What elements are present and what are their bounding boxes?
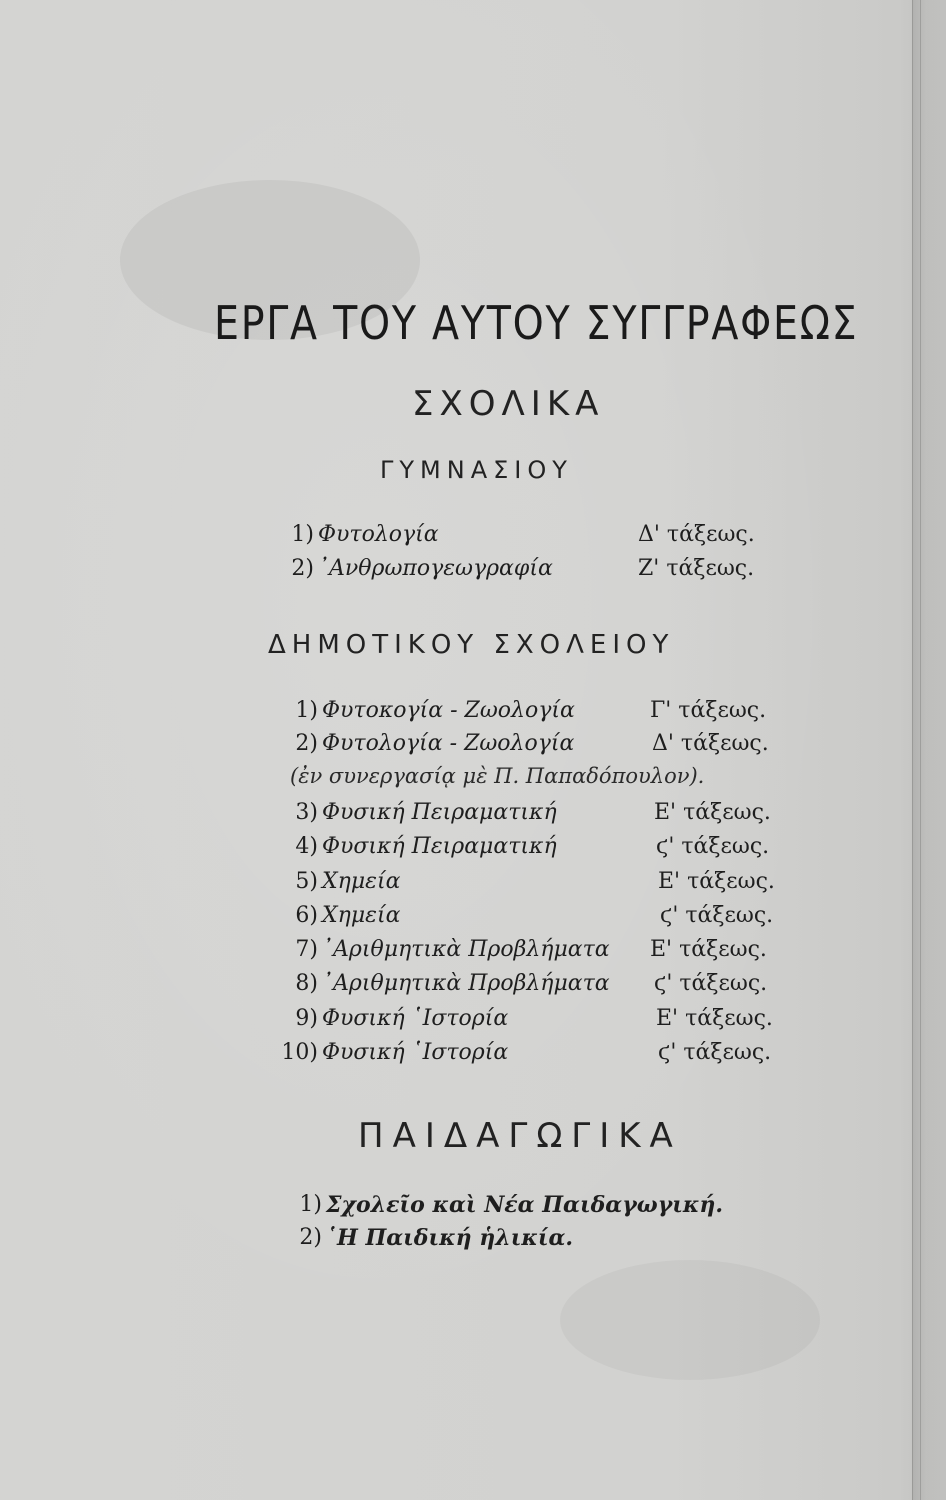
item-class: Γ' τάξεως. xyxy=(650,698,767,723)
list-item-dimotikou-6 xyxy=(295,903,774,928)
item-title: Φυσική Πειραματική xyxy=(322,834,557,859)
item-class: Δ' τάξεως. xyxy=(652,731,769,756)
item-title: Φυτοκογία - Ζωολογία xyxy=(322,698,575,723)
item-number: 2) xyxy=(295,731,318,756)
item-class: Ζ' τάξεως. xyxy=(638,556,755,581)
item-title: Χημεία xyxy=(322,869,401,894)
paper-stain xyxy=(560,1260,820,1380)
item-number: 1) xyxy=(291,522,314,547)
item-class: Ε' τάξεως. xyxy=(656,1006,773,1031)
item-number: 10) xyxy=(281,1040,318,1065)
item-class: Ε' τάξεως. xyxy=(650,937,767,962)
item-title: ᾽Ανθρωπογεωγραφία xyxy=(318,556,553,581)
list-item-dimotikou-4 xyxy=(295,834,770,859)
item-class: ϛ' τάξεως. xyxy=(656,834,770,859)
section-heading-paidagogika: ΠΑΙΔΑΓΩΓΙΚΑ xyxy=(358,1116,682,1156)
page-title: ΕΡΓΑ ΤΟΥ ΑΥΤΟΥ ΣΥΓΓΡΑΦΕΩΣ xyxy=(214,296,859,350)
item-number: 8) xyxy=(295,971,318,996)
item-title: ᾽Αριθμητικὰ Προβλήματα xyxy=(322,937,610,962)
collaboration-note: (ἐν συνεργασίᾳ μὲ Π. Παπαδόπουλον). xyxy=(290,764,705,788)
item-title: Φυσική ῾Ιστορία xyxy=(322,1006,509,1031)
list-item-dimotikou-2 xyxy=(295,731,769,756)
item-class: ϛ' τάξεως. xyxy=(660,903,774,928)
item-class: ϛ' τάξεως. xyxy=(658,1040,772,1065)
list-item-paidagogika-1 xyxy=(299,1192,724,1218)
item-title: Χημεία xyxy=(322,903,401,928)
item-class: Ε' τάξεως. xyxy=(654,800,771,825)
item-number: 2) xyxy=(299,1225,322,1250)
item-title: Σχολεῖο καὶ Νέα Παιδαγωγική. xyxy=(326,1192,724,1218)
section-heading-gymnasiou: ΓΥΜΝΑΣΙΟΥ xyxy=(380,456,573,484)
section-heading-scholika: ΣΧΟΛΙΚΑ xyxy=(412,384,605,424)
list-item-dimotikou-3 xyxy=(295,800,771,825)
list-item-dimotikou-9 xyxy=(295,1006,773,1031)
book-spine-shadow xyxy=(912,0,946,1500)
item-number: 3) xyxy=(295,800,318,825)
item-class: ϛ' τάξεως. xyxy=(654,971,768,996)
item-number: 6) xyxy=(295,903,318,928)
item-number: 1) xyxy=(295,698,318,723)
item-number: 7) xyxy=(295,937,318,962)
item-class: Ε' τάξεως. xyxy=(658,869,775,894)
item-class: Δ' τάξεως. xyxy=(638,522,755,547)
item-number: 5) xyxy=(295,869,318,894)
list-item-paidagogika-2 xyxy=(299,1225,574,1251)
item-title: Φυτολογία xyxy=(318,522,439,547)
list-item-dimotikou-1 xyxy=(295,698,767,723)
item-title: ᾽Αριθμητικὰ Προβλήματα xyxy=(322,971,610,996)
list-item-gymnasiou-1 xyxy=(291,522,755,547)
item-number: 9) xyxy=(295,1006,318,1031)
item-number: 1) xyxy=(299,1192,322,1217)
item-number: 4) xyxy=(295,834,318,859)
book-spine-line xyxy=(920,0,921,1500)
list-item-gymnasiou-2 xyxy=(291,556,755,581)
list-item-dimotikou-10 xyxy=(281,1040,772,1065)
item-number: 2) xyxy=(291,556,314,581)
item-title: Φυτολογία - Ζωολογία xyxy=(322,731,575,756)
item-title: Φυσική ῾Ιστορία xyxy=(322,1040,509,1065)
item-title: Φυσική Πειραματική xyxy=(322,800,557,825)
list-item-dimotikou-7 xyxy=(295,937,767,962)
list-item-dimotikou-5 xyxy=(295,869,775,894)
item-title: ῾Η Παιδική ἡλικία. xyxy=(326,1225,574,1251)
list-item-dimotikou-8 xyxy=(295,971,768,996)
section-heading-dimotikou: ΔΗΜΟΤΙΚΟΥ ΣΧΟΛΕΙΟΥ xyxy=(268,630,675,660)
